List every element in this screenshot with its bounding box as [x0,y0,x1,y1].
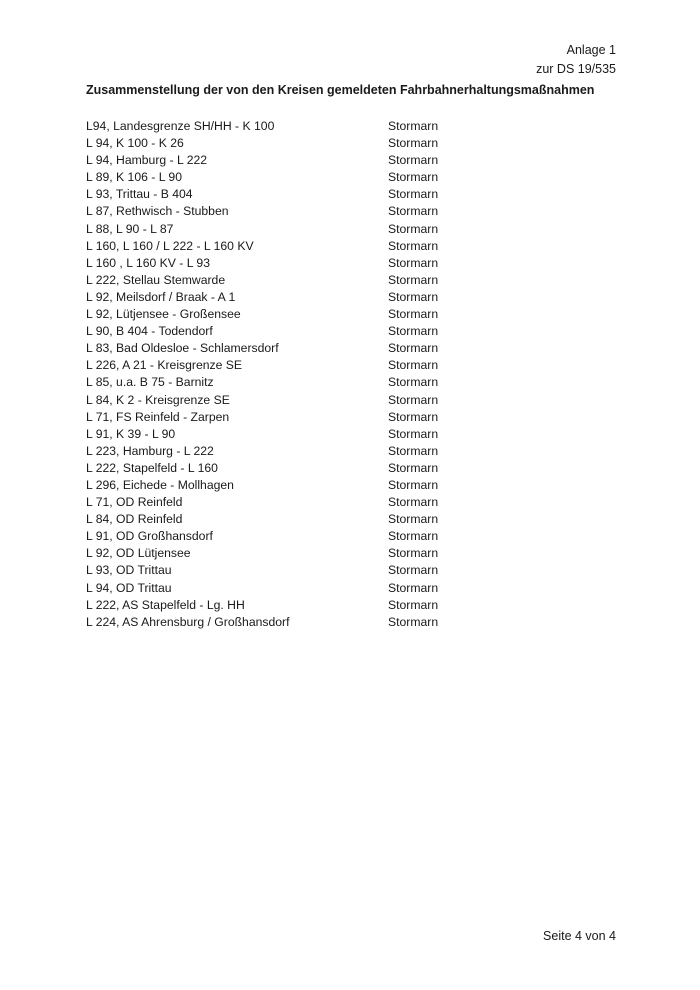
measure-road: L 71, FS Reinfeld - Zarpen [86,409,230,424]
measure-road: L 94, K 100 - K 26 [86,136,184,151]
measure-road: L 93, OD Trittau [86,563,172,578]
measure-row [86,152,486,169]
measure-district: Stormarn [388,341,439,356]
measure-row [86,255,486,272]
measure-road: L 226, A 21 - Kreisgrenze SE [86,358,243,373]
measure-row [86,460,486,477]
measure-district: Stormarn [388,238,439,253]
measure-district: Stormarn [388,153,439,168]
measure-district: Stormarn [388,136,439,151]
measure-district: Stormarn [388,221,439,236]
measure-row [86,169,486,186]
measure-road: L 92, Meilsdorf / Braak - A 1 [86,289,236,304]
measure-road: L 85, u.a. B 75 - Barnitz [86,375,214,390]
measure-road: L 222, AS Stapelfeld - Lg. HH [86,597,245,612]
measure-row [86,135,486,152]
measure-road: L 223, Hamburg - L 222 [86,443,214,458]
measure-row [86,221,486,238]
measure-row [86,443,486,460]
measure-road: L 88, L 90 - L 87 [86,221,174,236]
measure-road: L 87, Rethwisch - Stubben [86,204,229,219]
measure-road: L 92, Lütjensee - Großensee [86,307,241,322]
measure-district: Stormarn [388,443,439,458]
measure-road: L 90, B 404 - Todendorf [86,324,213,339]
measure-road: L 89, K 106 - L 90 [86,170,182,185]
measure-road: L94, Landesgrenze SH/HH - K 100 [86,119,275,133]
measure-row [86,340,486,357]
measure-row [86,323,486,340]
measure-road: L 92, OD Lütjensee [86,546,191,561]
measure-district: Stormarn [388,358,439,373]
measure-row [86,426,486,443]
annex-label: Anlage 1 [566,43,616,57]
measure-district: Stormarn [388,529,439,544]
measure-road: L 83, Bad Oldesloe - Schlamersdorf [86,341,279,356]
measure-district: Stormarn [388,272,439,287]
measure-row [86,580,486,597]
page-number: Seite 4 von 4 [543,929,616,943]
measure-row [86,203,486,220]
measure-road: L 91, K 39 - L 90 [86,426,176,441]
measure-row [86,597,486,614]
measure-district: Stormarn [388,495,439,510]
measure-row [86,562,486,579]
measure-road: L 160 , L 160 KV - L 93 [86,255,210,270]
measure-row [86,374,486,391]
measure-road: L 296, Eichede - Mollhagen [86,477,234,492]
measure-district: Stormarn [388,426,439,441]
measure-row [86,614,486,631]
measure-road: L 222, Stapelfeld - L 160 [86,460,218,475]
measure-district: Stormarn [388,614,439,629]
measure-district: Stormarn [388,546,439,561]
measure-district: Stormarn [388,255,439,270]
measure-district: Stormarn [388,392,439,407]
measure-district: Stormarn [388,597,439,612]
measure-district: Stormarn [388,324,439,339]
measure-road: L 91, OD Großhansdorf [86,529,213,544]
measure-district: Stormarn [388,170,439,185]
document-reference: zur DS 19/535 [536,62,616,76]
measure-row [86,409,486,426]
measure-district: Stormarn [388,204,439,219]
measure-road: L 222, Stellau Stemwarde [86,272,226,287]
measure-row [86,238,486,255]
measure-road: L 84, K 2 - Kreisgrenze SE [86,392,230,407]
measure-row [86,272,486,289]
measure-row [86,545,486,562]
measure-road: L 71, OD Reinfeld [86,495,183,510]
measure-district: Stormarn [388,375,439,390]
measure-district: Stormarn [388,289,439,304]
measure-road: L 160, L 160 / L 222 - L 160 KV [86,238,254,253]
document-header [536,41,616,79]
measure-row [86,357,486,374]
measure-row [86,528,486,545]
measure-list [86,118,486,631]
measure-district: Stormarn [388,119,439,133]
measure-row [86,118,486,135]
measure-row [86,289,486,306]
measure-row [86,392,486,409]
measure-row [86,186,486,203]
measure-district: Stormarn [388,477,439,492]
measure-row [86,306,486,323]
measure-road: L 93, Trittau - B 404 [86,187,193,202]
measure-road: L 94, Hamburg - L 222 [86,153,208,168]
measure-road: L 94, OD Trittau [86,580,172,595]
measure-district: Stormarn [388,512,439,527]
measure-road: L 84, OD Reinfeld [86,512,183,527]
measure-district: Stormarn [388,307,439,322]
measure-district: Stormarn [388,409,439,424]
measure-row [86,477,486,494]
measure-district: Stormarn [388,580,439,595]
measure-row [86,494,486,511]
measure-road: L 224, AS Ahrensburg / Großhansdorf [86,614,290,629]
measure-district: Stormarn [388,460,439,475]
measure-row [86,511,486,528]
measure-district: Stormarn [388,187,439,202]
document-title: Zusammenstellung der von den Kreisen gemeldeten Fahrbahnerhaltungsmaßnahmen [86,83,595,97]
measure-district: Stormarn [388,563,439,578]
